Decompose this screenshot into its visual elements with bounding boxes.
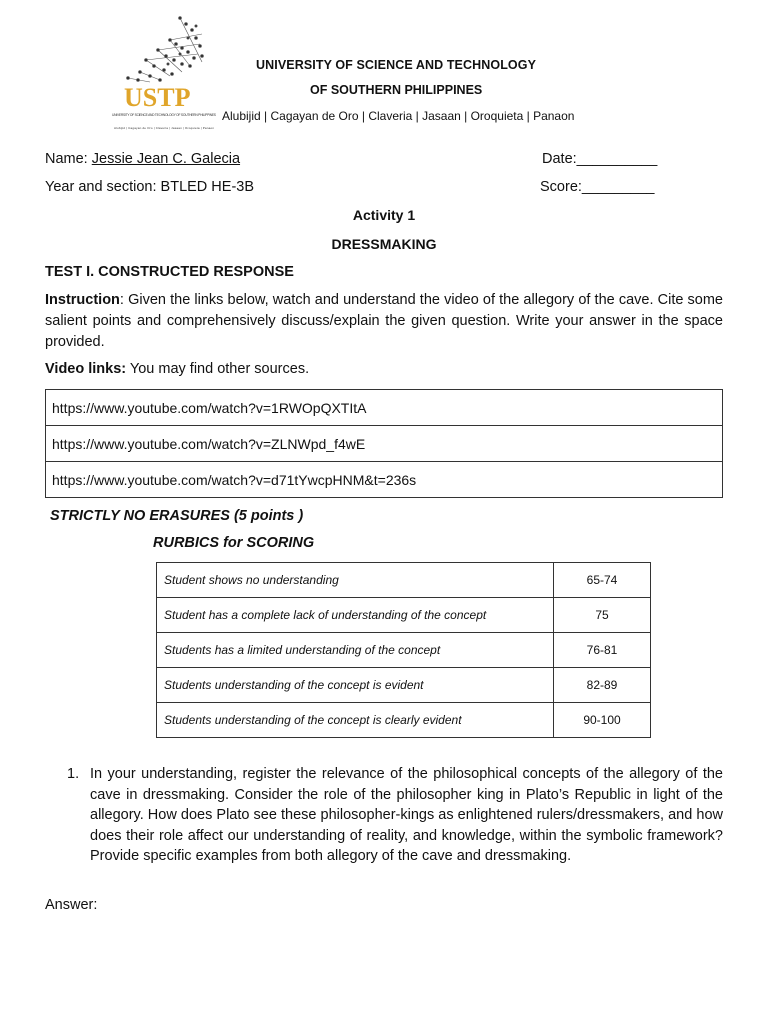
video-links-text: You may find other sources.: [126, 361, 310, 377]
svg-text:USTP: USTP: [124, 83, 191, 112]
subject-title: DRESSMAKING: [331, 236, 437, 252]
instruction-text: : Given the links below, watch and understand the video of the allegory of the cave. Cite some salient points and comprehensively discuss/explain the given question. Write your answer in the space provided.: [45, 292, 723, 350]
table-row: [46, 390, 723, 426]
university-name-line2: OF SOUTHERN PHILIPPINES: [310, 83, 483, 97]
no-erasures-notice: STRICTLY NO ERASURES (5 points ): [50, 508, 304, 524]
video-link[interactable]: https://www.youtube.com/watch?v=d71tYwcpHNM&t=236s: [46, 462, 723, 498]
instruction-paragraph: [45, 290, 723, 353]
rubric-score: 76-81: [554, 633, 651, 668]
table-row: [157, 703, 651, 738]
name-field: [45, 151, 240, 167]
table-row: [46, 426, 723, 462]
video-link[interactable]: https://www.youtube.com/watch?v=ZLNWpd_f4wE: [46, 426, 723, 462]
video-link[interactable]: https://www.youtube.com/watch?v=1RWOpQXTItA: [46, 390, 723, 426]
name-label: Name:: [45, 151, 92, 167]
question-text: In your understanding, register the relevance of the philosophical concepts of the allegory of the cave in dressmaking. Consider the role of the philosopher king in Plato’s Republic in light of the allegory. How does Plato see these philosopher-kings as enlightened rulers/dressmakers, and how does their role affect our understanding of reality, and knowledge, within the symbolic framework? Provide specific examples from both allegory of the cave and dressmaking.: [90, 766, 723, 864]
activity-title: Activity 1: [352, 207, 416, 223]
table-row: [157, 633, 651, 668]
table-row: [157, 598, 651, 633]
rubric-title: RURBICS for SCORING: [153, 535, 315, 551]
rubric-description: Student shows no understanding: [157, 563, 554, 598]
svg-text:Alubijid | Cagayan de Oro | Cl: Alubijid | Cagayan de Oro | Claveria | Jasaan | Oroquieta | Panaon: [114, 126, 214, 130]
instruction-label: Instruction: [45, 292, 120, 308]
rubric-score: 75: [554, 598, 651, 633]
test-title: TEST I. CONSTRUCTED RESPONSE: [45, 264, 294, 280]
answer-label: Answer:: [45, 897, 98, 913]
question-number: 1.: [67, 766, 80, 782]
name-value: Jessie Jean C. Galecia: [91, 151, 241, 167]
logo-network-icon: [110, 14, 220, 136]
video-links-table: [45, 389, 723, 498]
rubric-table: [156, 562, 651, 738]
rubric-score: 65-74: [554, 563, 651, 598]
university-name-line1: UNIVERSITY OF SCIENCE AND TECHNOLOGY: [256, 58, 537, 72]
table-row: [46, 462, 723, 498]
rubric-score: 82-89: [554, 668, 651, 703]
table-row: [157, 668, 651, 703]
rubric-description: Students understanding of the concept is evident: [157, 668, 554, 703]
rubric-description: Student has a complete lack of understanding of the concept: [157, 598, 554, 633]
university-logo: [110, 14, 220, 136]
table-row: [157, 563, 651, 598]
rubric-description: Students has a limited understanding of the concept: [157, 633, 554, 668]
svg-text:UNIVERSITY OF SCIENCE AND TECH: UNIVERSITY OF SCIENCE AND TECHNOLOGY OF SOUTHERN PHILIPPINES: [112, 113, 216, 117]
video-links-line: [45, 361, 309, 377]
score-field: Score:_________: [540, 179, 655, 195]
video-links-label: Video links:: [45, 361, 127, 377]
date-field: Date:__________: [542, 151, 658, 167]
rubric-score: 90-100: [554, 703, 651, 738]
campus-list: Alubijid | Cagayan de Oro | Claveria | Jasaan | Oroquieta | Panaon: [222, 109, 575, 123]
year-section-field: Year and section: BTLED HE-3B: [45, 179, 255, 195]
rubric-description: Students understanding of the concept is clearly evident: [157, 703, 554, 738]
